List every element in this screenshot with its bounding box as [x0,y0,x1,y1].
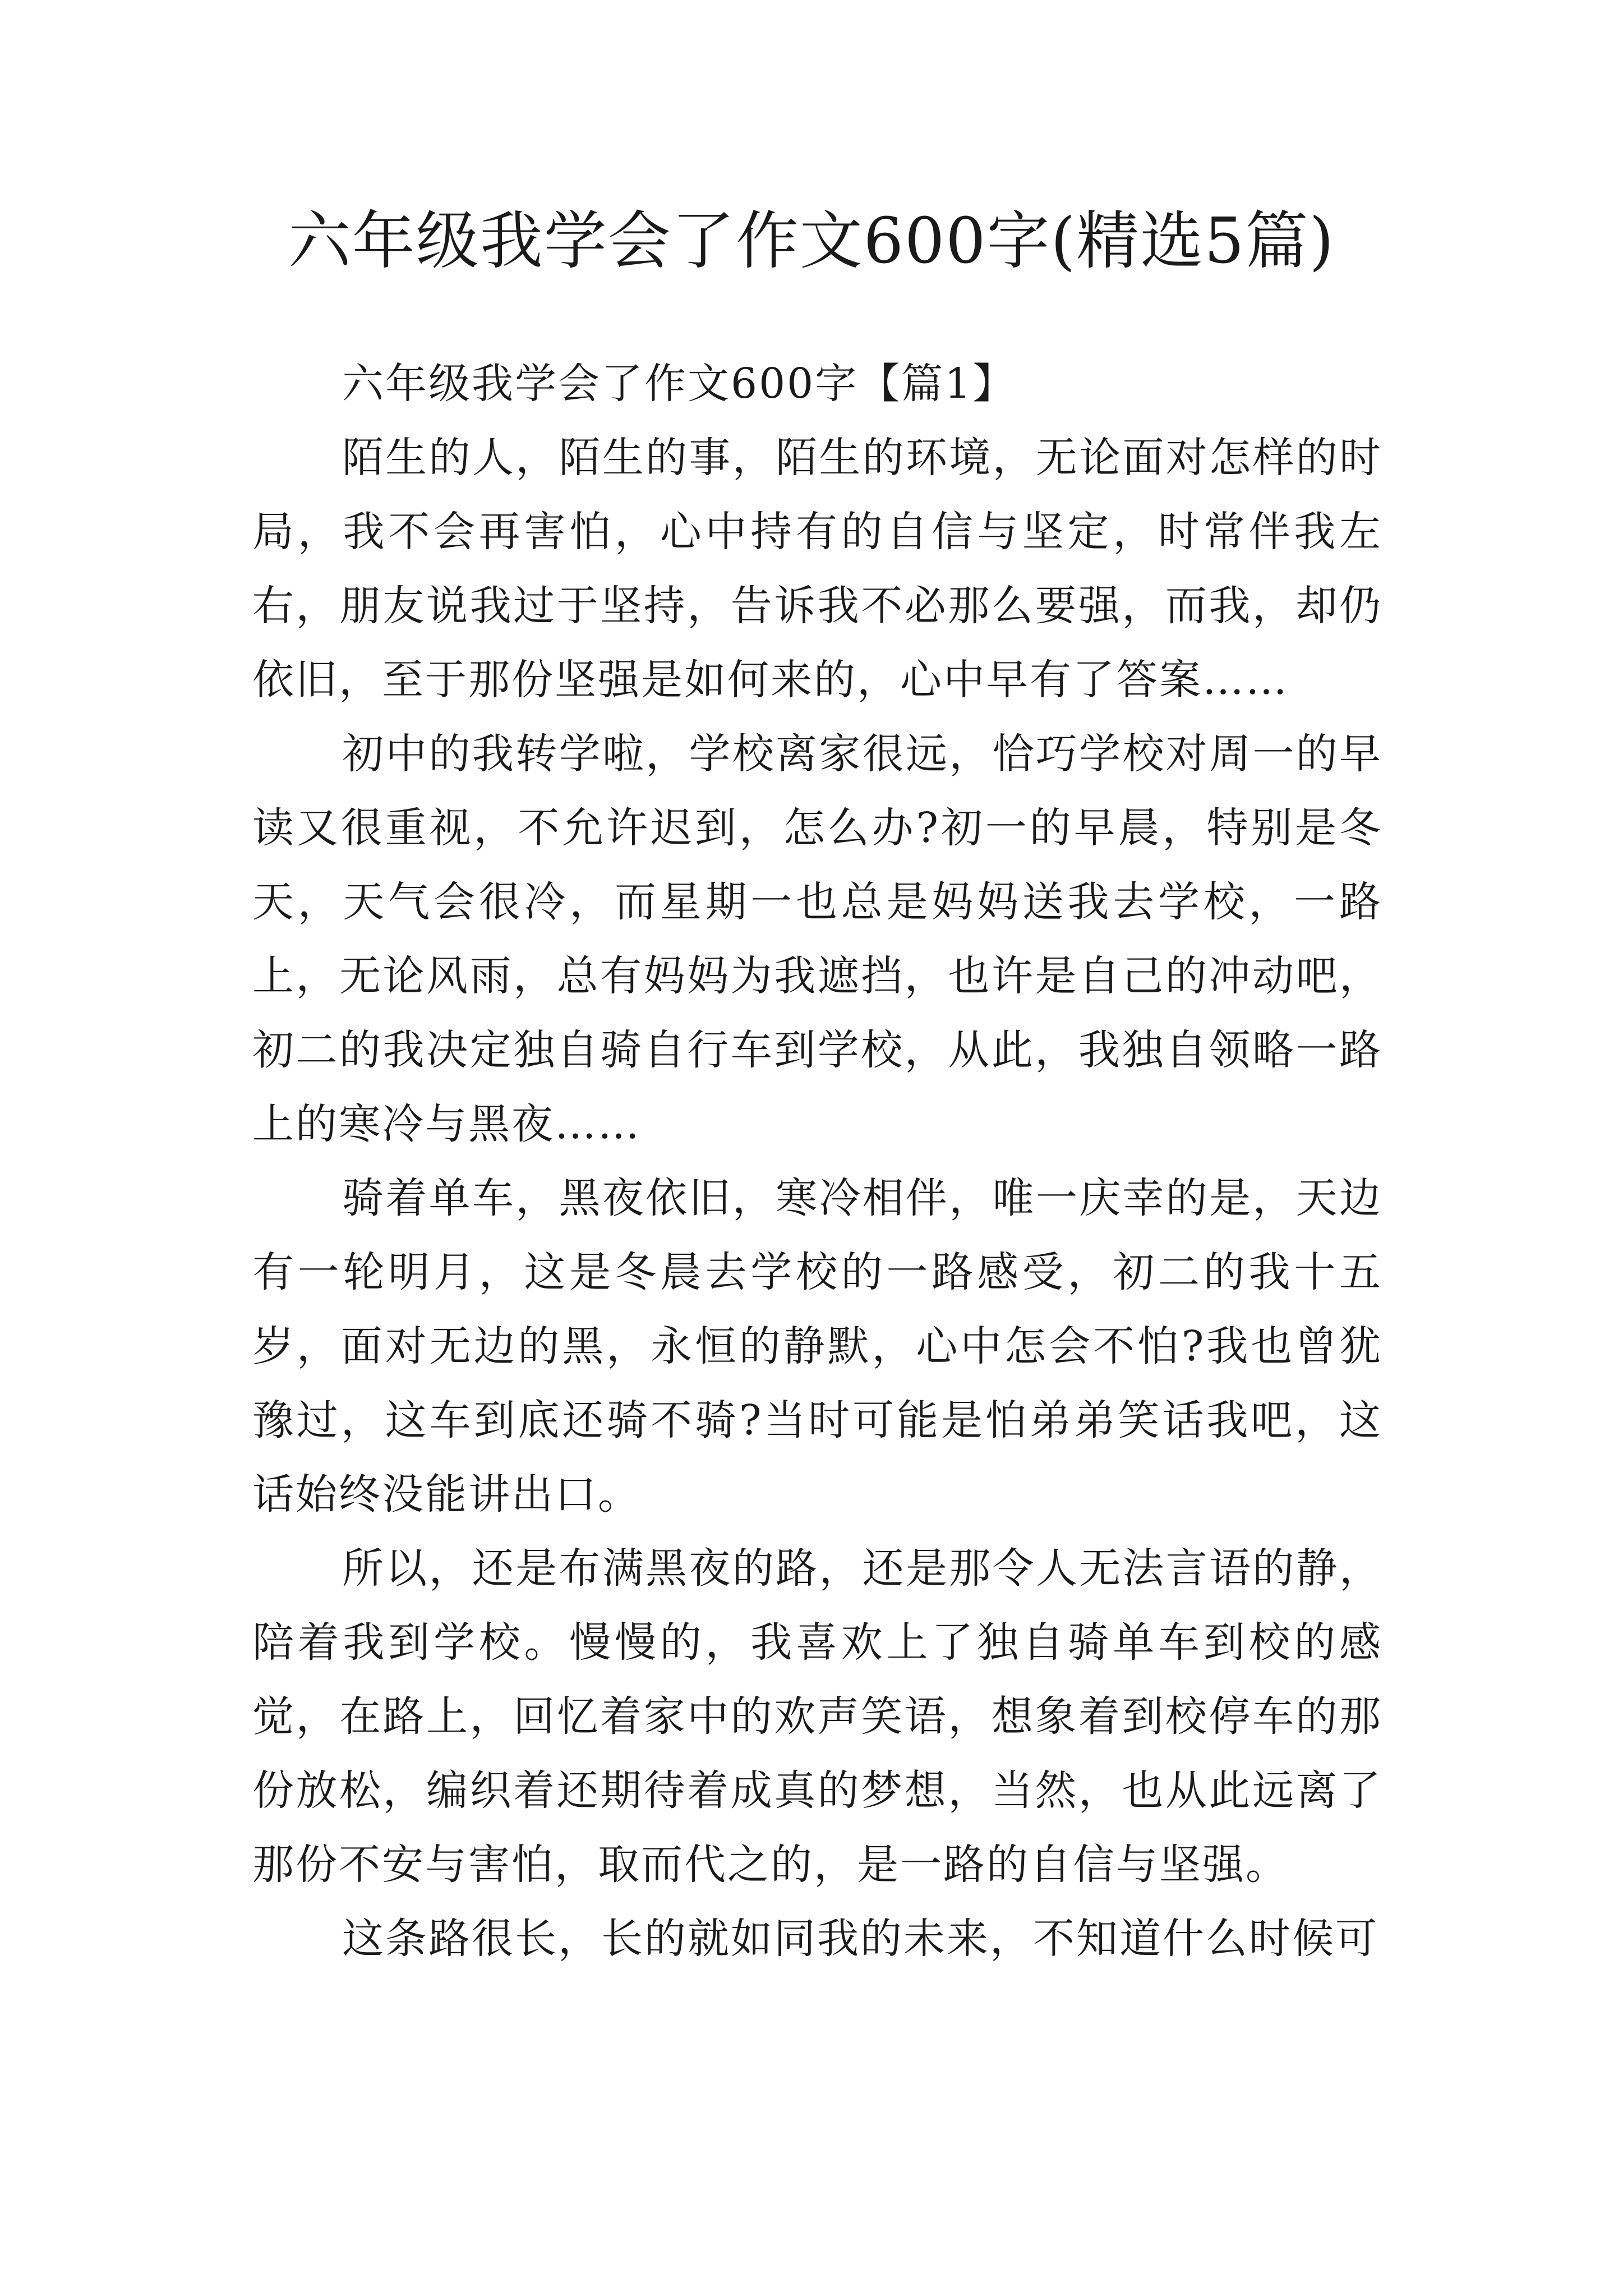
paragraph: 初中的我转学啦，学校离家很远，恰巧学校对周一的早读又很重视，不允许迟到，怎么办?初一的早晨，特别是冬天，天气会很冷，而星期一也总是妈妈送我去学校，一路上，无论风雨，总有妈妈为我遮挡，也许是自己的冲动吧，初二的我决定独自骑自行车到学校，从此，我独自领略一路上的寒冷与黑夜…… [252,730,1382,1148]
paragraph: 这条路很长，长的就如同我的未来，不知道什么时候可 [342,1915,1378,1963]
document-body [252,347,1382,1976]
section-heading: 六年级我学会了作文600字【篇1】 [342,360,1016,408]
paragraph: 陌生的人，陌生的事，陌生的环境，无论面对怎样的时局，我不会再害怕，心中持有的自信与坚定，时常伴我左右，朋友说我过于坚持，告诉我不必那么要强，而我，却仍依旧，至于那份坚强是如何来的，心中早有了答案…… [252,434,1382,704]
document-title: 六年级我学会了作文600字(精选5篇) [288,205,1335,278]
paragraph: 骑着单车，黑夜依旧，寒冷相伴，唯一庆幸的是，天边有一轮明月，这是冬晨去学校的一路感受，初二的我十五岁，面对无边的黑，永恒的静默，心中怎会不怕?我也曾犹豫过，这车到底还骑不骑?当时可能是怕弟弟笑话我吧，这话始终没能讲出口。 [252,1174,1382,1519]
paragraph: 所以，还是布满黑夜的路，还是那令人无法言语的静，陪着我到学校。慢慢的，我喜欢上了独自骑单车到校的感觉，在路上，回忆着家中的欢声笑语，想象着到校停车的那份放松，编织着还期待着成真的梦想，当然，也从此远离了那份不安与害怕，取而代之的，是一路的自信与坚强。 [252,1544,1382,1889]
